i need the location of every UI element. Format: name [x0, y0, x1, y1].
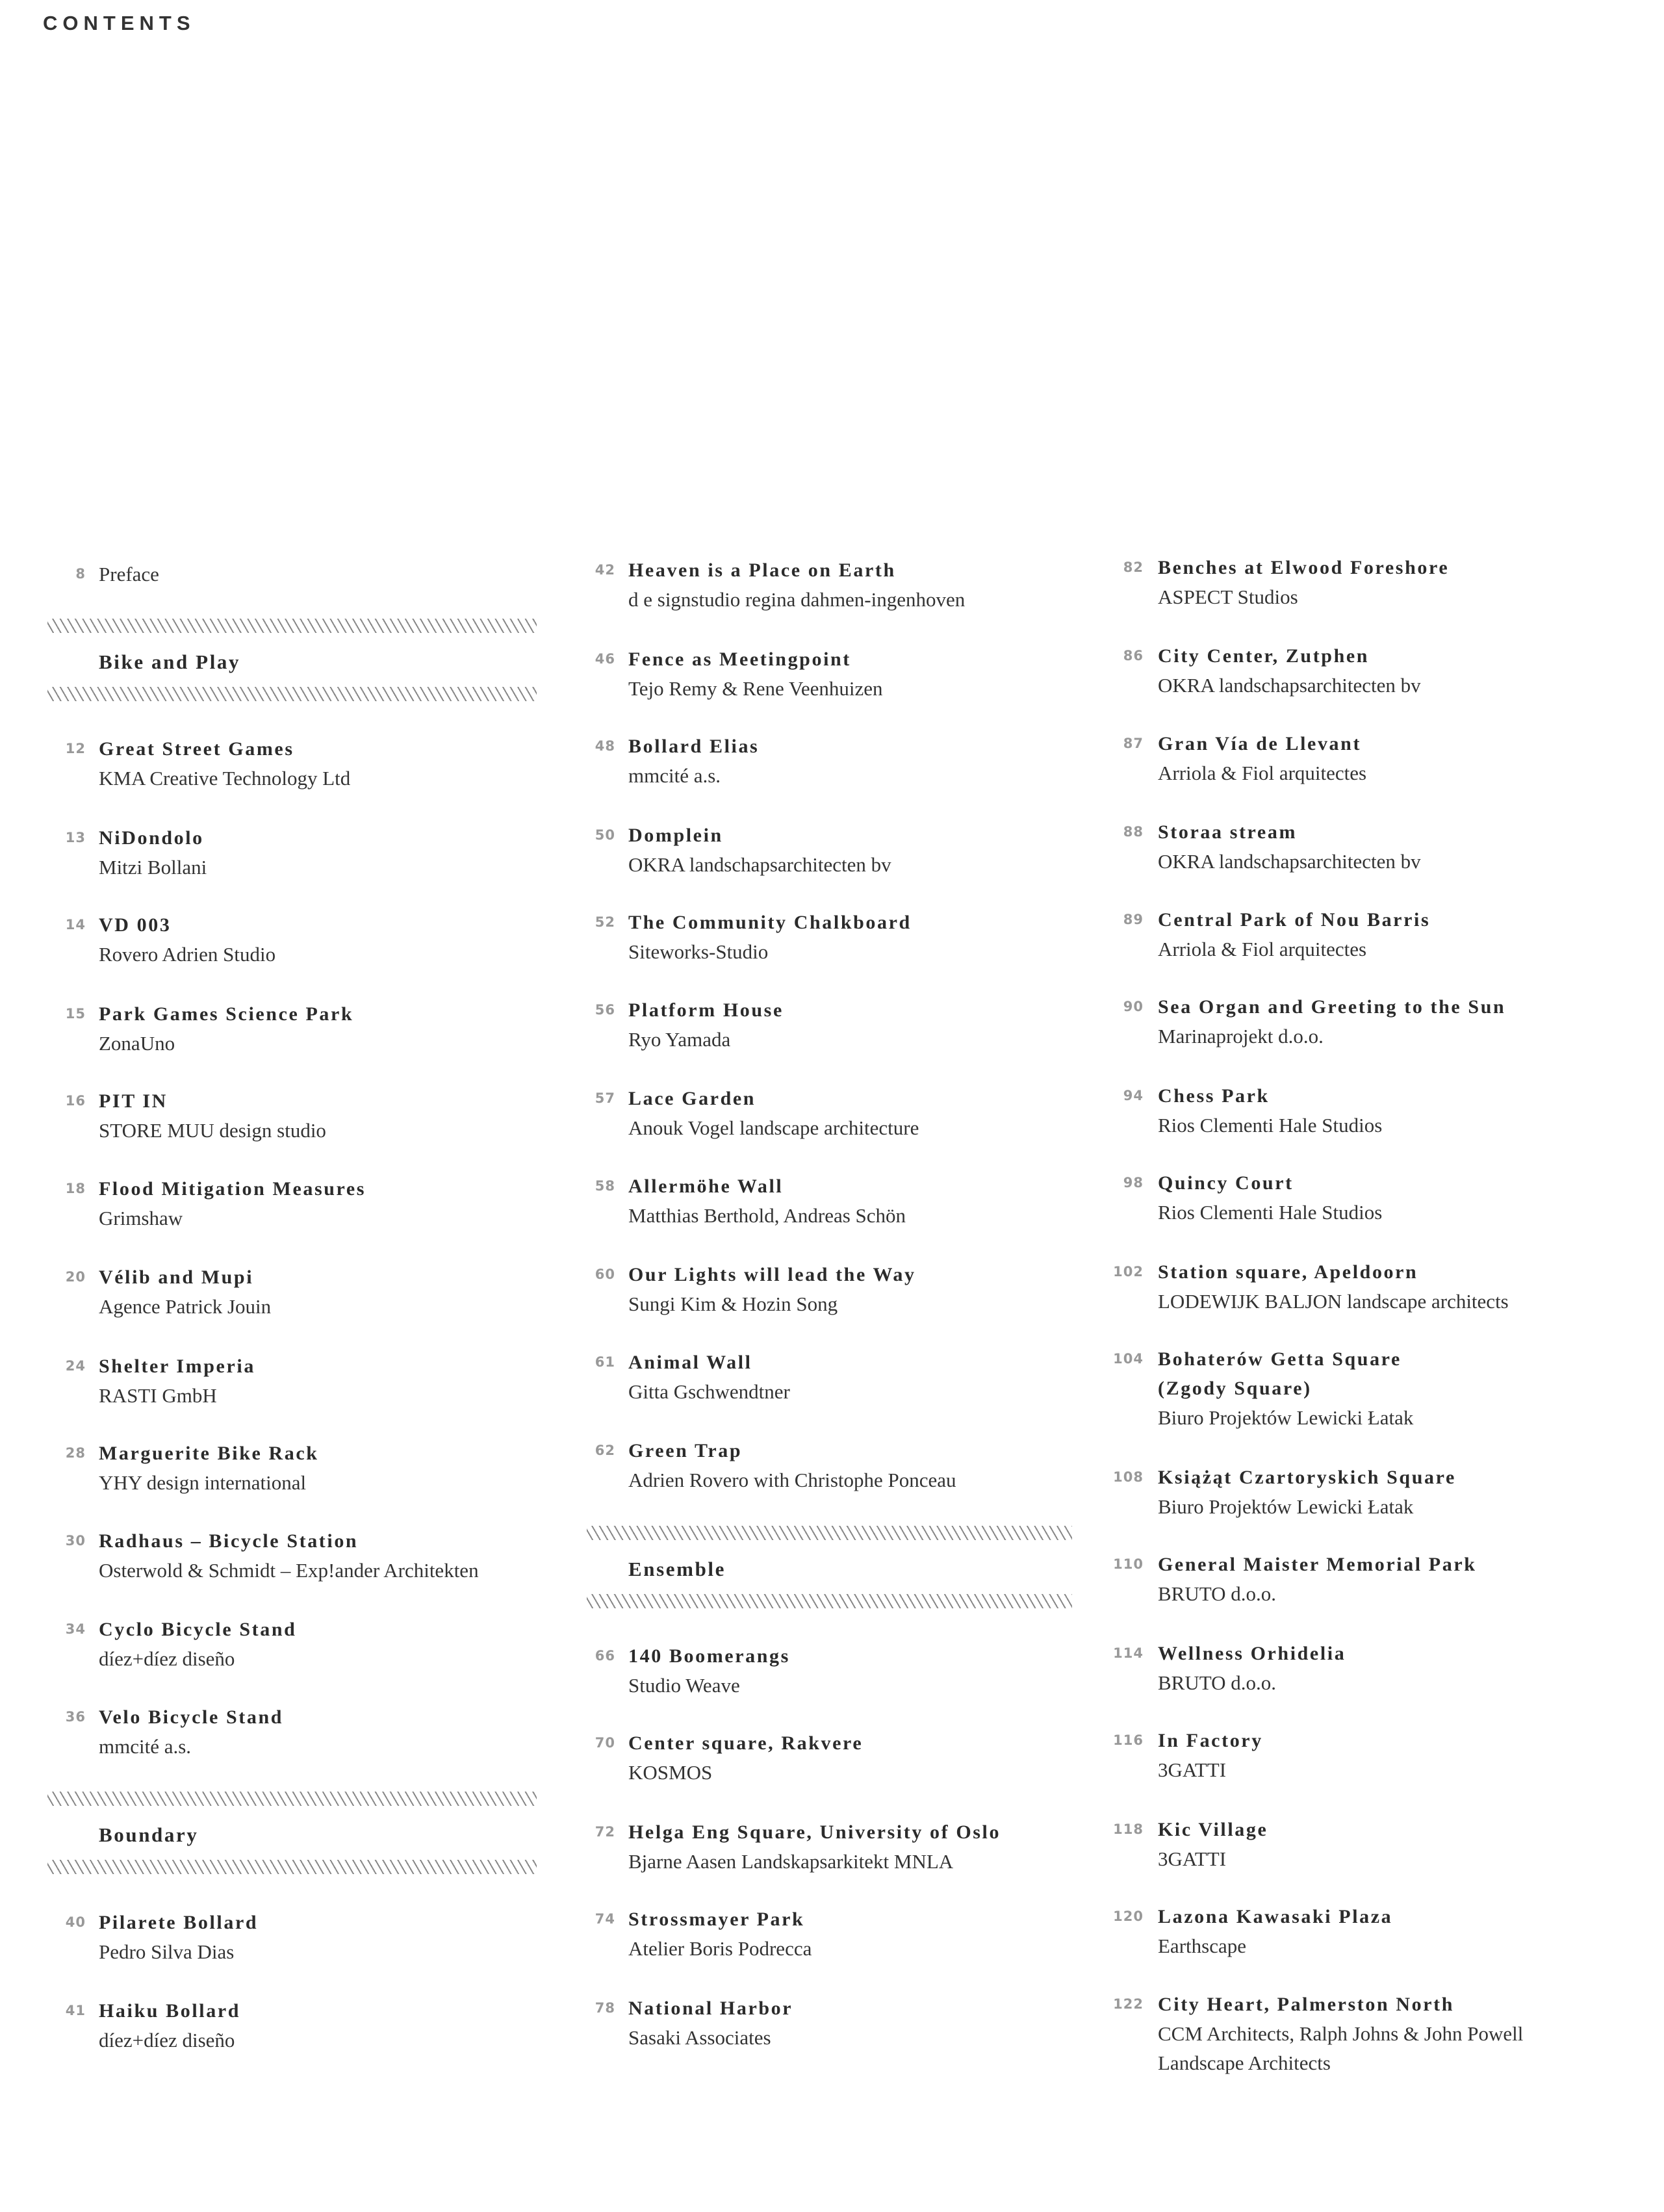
page-number: 82	[1123, 559, 1144, 575]
page-number: 102	[1113, 1263, 1144, 1280]
page-number: 48	[595, 738, 615, 754]
entry-text	[628, 1260, 916, 1318]
page-number: 98	[1123, 1175, 1144, 1191]
page-number: 50	[595, 827, 615, 843]
page-number: 16	[65, 1093, 86, 1109]
entry-text	[99, 1615, 296, 1673]
entry-author: KOSMOS	[628, 1761, 713, 1784]
entry-author: YHY design international	[99, 1471, 307, 1495]
entry-text	[628, 1348, 790, 1406]
entry-title[interactable]: Pilarete Bollard	[99, 1911, 259, 1933]
entry-author: Rios Clementi Hale Studios	[1158, 1201, 1383, 1224]
entry-title[interactable]: Marguerite Bike Rack	[99, 1443, 319, 1465]
entry-author: 3GATTI	[1158, 1847, 1227, 1870]
page-number: 15	[65, 1005, 86, 1022]
entry-text	[628, 1172, 906, 1230]
entry-author: díez+díez diseño	[99, 2029, 235, 2052]
page-number: 42	[595, 562, 615, 578]
entry-author: ASPECT Studios	[1158, 585, 1298, 608]
entry-text	[1158, 992, 1505, 1051]
entry-text	[99, 999, 353, 1058]
entry-text	[628, 732, 759, 790]
page-number: 24	[65, 1357, 86, 1374]
entry-title[interactable]: Lace Garden	[628, 1088, 756, 1110]
page-number: 20	[65, 1269, 86, 1285]
entry-author: Biuro Projektów Lewicki Łatak	[1158, 1406, 1414, 1430]
page-number: 58	[595, 1177, 615, 1194]
entry-text	[628, 1436, 956, 1495]
entry-text	[99, 1908, 258, 1966]
entry-title[interactable]: Haiku Bollard	[99, 2000, 241, 2022]
page-number: 34	[65, 1621, 86, 1638]
entry-text	[99, 910, 275, 969]
entry-title[interactable]: Our Lights will lead the Way	[628, 1264, 916, 1286]
entry-title[interactable]: Domplein	[628, 824, 723, 846]
page-number: 94	[1123, 1087, 1144, 1103]
entry-title[interactable]: Strossmayer Park	[628, 1909, 805, 1931]
page-number: 41	[65, 2003, 86, 2019]
entry-text	[1158, 1344, 1413, 1432]
entry-text	[1158, 817, 1421, 876]
entry-author: CCM Architects, Ralph Johns & John Powell	[1158, 2022, 1524, 2045]
page-number: 88	[1123, 824, 1144, 840]
page-number: 28	[65, 1445, 86, 1461]
hatch-divider	[47, 1792, 537, 1806]
entry-title[interactable]: Radhaus – Bicycle Station	[99, 1530, 359, 1552]
entry-text	[99, 1174, 366, 1233]
entry-title[interactable]: Heaven is a Place on Earth	[628, 559, 896, 582]
entry-author: Sungi Kim & Hozin Song	[628, 1292, 838, 1316]
entry-title[interactable]: Great Street Games	[99, 738, 294, 760]
page-number: 56	[595, 1001, 615, 1018]
entry-author: Siteworks-Studio	[628, 940, 769, 964]
page-number: 86	[1123, 648, 1144, 664]
entry-author: BRUTO d.o.o.	[1158, 1582, 1277, 1606]
entry-author: Pedro Silva Dias	[99, 1940, 235, 1963]
entry-author: Mitzi Bollani	[99, 855, 207, 879]
entry-author: Rovero Adrien Studio	[99, 943, 276, 966]
page-number: 114	[1113, 1645, 1144, 1661]
entry-author: mmcité a.s.	[628, 764, 721, 788]
entry-title[interactable]: City Center, Zutphen	[1158, 645, 1370, 667]
entry-text	[1158, 1550, 1477, 1608]
section-heading: Ensemble	[628, 1557, 726, 1580]
entry-text	[1158, 1463, 1456, 1521]
entry-text	[99, 1352, 255, 1410]
entry-author: díez+díez diseño	[99, 1647, 235, 1671]
entry-title[interactable]: Preface	[99, 563, 159, 586]
page-number: 72	[595, 1824, 615, 1840]
entry-text	[628, 1994, 793, 2052]
page-number: 74	[595, 1911, 615, 1927]
entry-text	[1158, 641, 1421, 700]
hatch-divider	[47, 1860, 537, 1874]
entry-author: BRUTO d.o.o.	[1158, 1671, 1277, 1694]
entry-title[interactable]: Helga Eng Square, University of Oslo	[628, 1821, 1001, 1843]
entry-title-continued[interactable]: (Zgody Square)	[1158, 1378, 1312, 1400]
page-number: 46	[595, 650, 615, 667]
page-number: 110	[1113, 1556, 1144, 1573]
entry-text	[628, 908, 912, 966]
hatch-divider	[47, 619, 537, 633]
entry-title[interactable]: Flood Mitigation Measures	[99, 1177, 366, 1200]
entry-title[interactable]: Cyclo Bicycle Stand	[99, 1619, 297, 1641]
page-number: 66	[595, 1647, 615, 1664]
entry-title[interactable]: Allermöhe Wall	[628, 1175, 784, 1197]
entry-title[interactable]: Książąt Czartoryskich Square	[1158, 1466, 1456, 1488]
entry-author: ZonaUno	[99, 1031, 175, 1055]
entry-author: Marinaprojekt d.o.o.	[1158, 1025, 1324, 1048]
entry-text	[99, 559, 159, 589]
entry-text	[99, 1087, 326, 1145]
page-number: 40	[65, 1914, 86, 1930]
entry-title[interactable]: Green Trap	[628, 1440, 743, 1462]
entry-text	[1158, 729, 1366, 788]
entry-text	[1158, 1257, 1509, 1316]
entry-text	[99, 1263, 271, 1321]
entry-text	[1158, 905, 1430, 964]
entry-text	[1158, 1081, 1382, 1140]
entry-title[interactable]: Center square, Rakvere	[628, 1732, 864, 1755]
page-number: 122	[1113, 1996, 1144, 2012]
page-number: 18	[65, 1180, 86, 1196]
entry-text	[628, 1084, 919, 1142]
entry-text	[1158, 553, 1449, 611]
section-heading: Boundary	[99, 1823, 199, 1847]
entry-author: Gitta Gschwendtner	[628, 1380, 790, 1403]
hatch-divider	[587, 1526, 1072, 1540]
entry-title[interactable]: Quincy Court	[1158, 1172, 1294, 1194]
entry-text	[628, 1818, 1001, 1876]
entry-author: KMA Creative Technology Ltd	[99, 767, 351, 790]
entry-author: Studio Weave	[628, 1673, 740, 1697]
entry-title[interactable]: City Heart, Palmerston North	[1158, 1993, 1455, 2015]
entry-title[interactable]: Station square, Apeldoorn	[1158, 1261, 1418, 1283]
page-number: 78	[595, 2000, 615, 2016]
page-number: 52	[595, 914, 615, 931]
entry-text	[99, 1703, 283, 1761]
entry-title[interactable]: Gran Vía de Llevant	[1158, 732, 1362, 754]
entry-author: Rios Clementi Hale Studios	[1158, 1113, 1383, 1137]
entry-title[interactable]: Animal Wall	[628, 1351, 752, 1373]
page-number: 30	[65, 1532, 86, 1549]
entry-title[interactable]: Fence as Meetingpoint	[628, 648, 851, 670]
entry-text	[1158, 1639, 1346, 1697]
entry-title[interactable]: Lazona Kawasaki Plaza	[1158, 1906, 1393, 1928]
hatch-divider	[587, 1594, 1072, 1608]
entry-text	[99, 1439, 319, 1497]
entry-author: d e signstudio regina dahmen-ingenhoven	[628, 588, 966, 611]
entry-author: 3GATTI	[1158, 1758, 1227, 1782]
page-number: 13	[65, 829, 86, 845]
page-number: 61	[595, 1354, 615, 1370]
page-heading: CONTENTS	[43, 12, 196, 34]
entry-author: Landscape Architects	[1158, 2051, 1331, 2074]
page-number: 87	[1123, 735, 1144, 751]
entry-title[interactable]: Central Park of Nou Barris	[1158, 908, 1431, 931]
entry-text	[99, 1996, 240, 2055]
entry-author: OKRA landschapsarchitecten bv	[1158, 850, 1421, 873]
page-number: 12	[65, 741, 86, 757]
entry-title[interactable]: Bollard Elias	[628, 736, 760, 758]
entry-author: Bjarne Aasen Landskapsarkitekt MNLA	[628, 1850, 954, 1873]
entry-author: Biuro Projektów Lewicki Łatak	[1158, 1495, 1414, 1518]
entry-author: Arriola & Fiol arquitectes	[1158, 937, 1367, 960]
page-number: 89	[1123, 911, 1144, 927]
entry-text	[1158, 1990, 1523, 2077]
entry-title[interactable]: Sea Organ and Greeting to the Sun	[1158, 996, 1506, 1018]
entry-author: LODEWIJK BALJON landscape architects	[1158, 1289, 1509, 1313]
entry-author: Earthscape	[1158, 1935, 1246, 1958]
entry-text	[99, 1526, 479, 1585]
page-number: 62	[595, 1443, 615, 1459]
entry-author: OKRA landschapsarchitecten bv	[1158, 674, 1421, 697]
page-number: 120	[1113, 1909, 1144, 1925]
entry-text	[628, 645, 883, 703]
entry-title[interactable]: Chess Park	[1158, 1085, 1270, 1107]
entry-text	[628, 821, 891, 879]
entry-text	[628, 1905, 812, 1963]
entry-text	[628, 1641, 790, 1700]
page-number: 8	[75, 566, 86, 582]
entry-author: Sasaki Associates	[628, 2026, 771, 2050]
page-number: 36	[65, 1708, 86, 1725]
entry-title[interactable]: In Factory	[1158, 1730, 1263, 1752]
entry-text	[1158, 1815, 1268, 1873]
page-number: 104	[1113, 1351, 1144, 1367]
hatch-divider	[47, 687, 537, 701]
page-number: 70	[595, 1735, 615, 1751]
entry-text	[628, 556, 965, 614]
entry-title[interactable]: Storaa stream	[1158, 821, 1298, 843]
entry-title[interactable]: Shelter Imperia	[99, 1355, 255, 1377]
entry-title[interactable]: NiDondolo	[99, 827, 204, 849]
entry-author: Osterwold & Schmidt – Exp!ander Architekten	[99, 1558, 479, 1582]
entry-title[interactable]: Velo Bicycle Stand	[99, 1706, 284, 1728]
entry-text	[99, 734, 350, 793]
page-number: 108	[1113, 1469, 1144, 1485]
entry-title[interactable]: Platform House	[628, 999, 784, 1021]
entry-author: mmcité a.s.	[99, 1734, 192, 1758]
entry-title[interactable]: National Harbor	[628, 1998, 793, 2020]
section-heading: Bike and Play	[99, 650, 241, 673]
page-number: 14	[65, 917, 86, 933]
entry-text	[1158, 1168, 1382, 1227]
entry-text	[1158, 1902, 1392, 1961]
entry-author: Adrien Rovero with Christophe Ponceau	[628, 1469, 956, 1492]
entry-title[interactable]: Vélib and Mupi	[99, 1267, 254, 1289]
entry-title[interactable]: VD 003	[99, 914, 172, 936]
entry-author: Anouk Vogel landscape architecture	[628, 1116, 919, 1140]
entry-title[interactable]: Wellness Orhidelia	[1158, 1642, 1346, 1664]
page-number: 60	[595, 1267, 615, 1283]
entry-title[interactable]: Benches at Elwood Foreshore	[1158, 556, 1450, 578]
entry-title[interactable]: Bohaterów Getta Square	[1158, 1348, 1402, 1370]
entry-author: Matthias Berthold, Andreas Schön	[628, 1203, 906, 1227]
entry-author: Grimshaw	[99, 1206, 183, 1229]
entry-author: STORE MUU design studio	[99, 1119, 326, 1142]
entry-title[interactable]: Park Games Science Park	[99, 1003, 354, 1025]
entry-author: OKRA landschapsarchitecten bv	[628, 853, 891, 876]
entry-title[interactable]: PIT IN	[99, 1090, 168, 1112]
entry-title[interactable]: The Community Chalkboard	[628, 912, 912, 934]
page-number: 116	[1113, 1732, 1144, 1749]
page-number: 90	[1123, 999, 1144, 1015]
entry-text	[99, 823, 207, 882]
entry-author: Arriola & Fiol arquitectes	[1158, 761, 1367, 784]
entry-text	[1158, 1726, 1263, 1784]
entry-text	[628, 996, 784, 1054]
entry-author: RASTI GmbH	[99, 1383, 217, 1407]
entry-author: Agence Patrick Jouin	[99, 1295, 272, 1318]
entry-author: Tejo Remy & Rene Veenhuizen	[628, 676, 883, 700]
page-number: 118	[1113, 1821, 1144, 1837]
entry-author: Atelier Boris Podrecca	[628, 1937, 812, 1961]
entry-text	[628, 1729, 863, 1787]
entry-title[interactable]: 140 Boomerangs	[628, 1645, 790, 1667]
page-number: 57	[595, 1090, 615, 1107]
entry-title[interactable]: General Maister Memorial Park	[1158, 1554, 1477, 1576]
entry-author: Ryo Yamada	[628, 1027, 731, 1051]
entry-title[interactable]: Kic Village	[1158, 1818, 1268, 1840]
